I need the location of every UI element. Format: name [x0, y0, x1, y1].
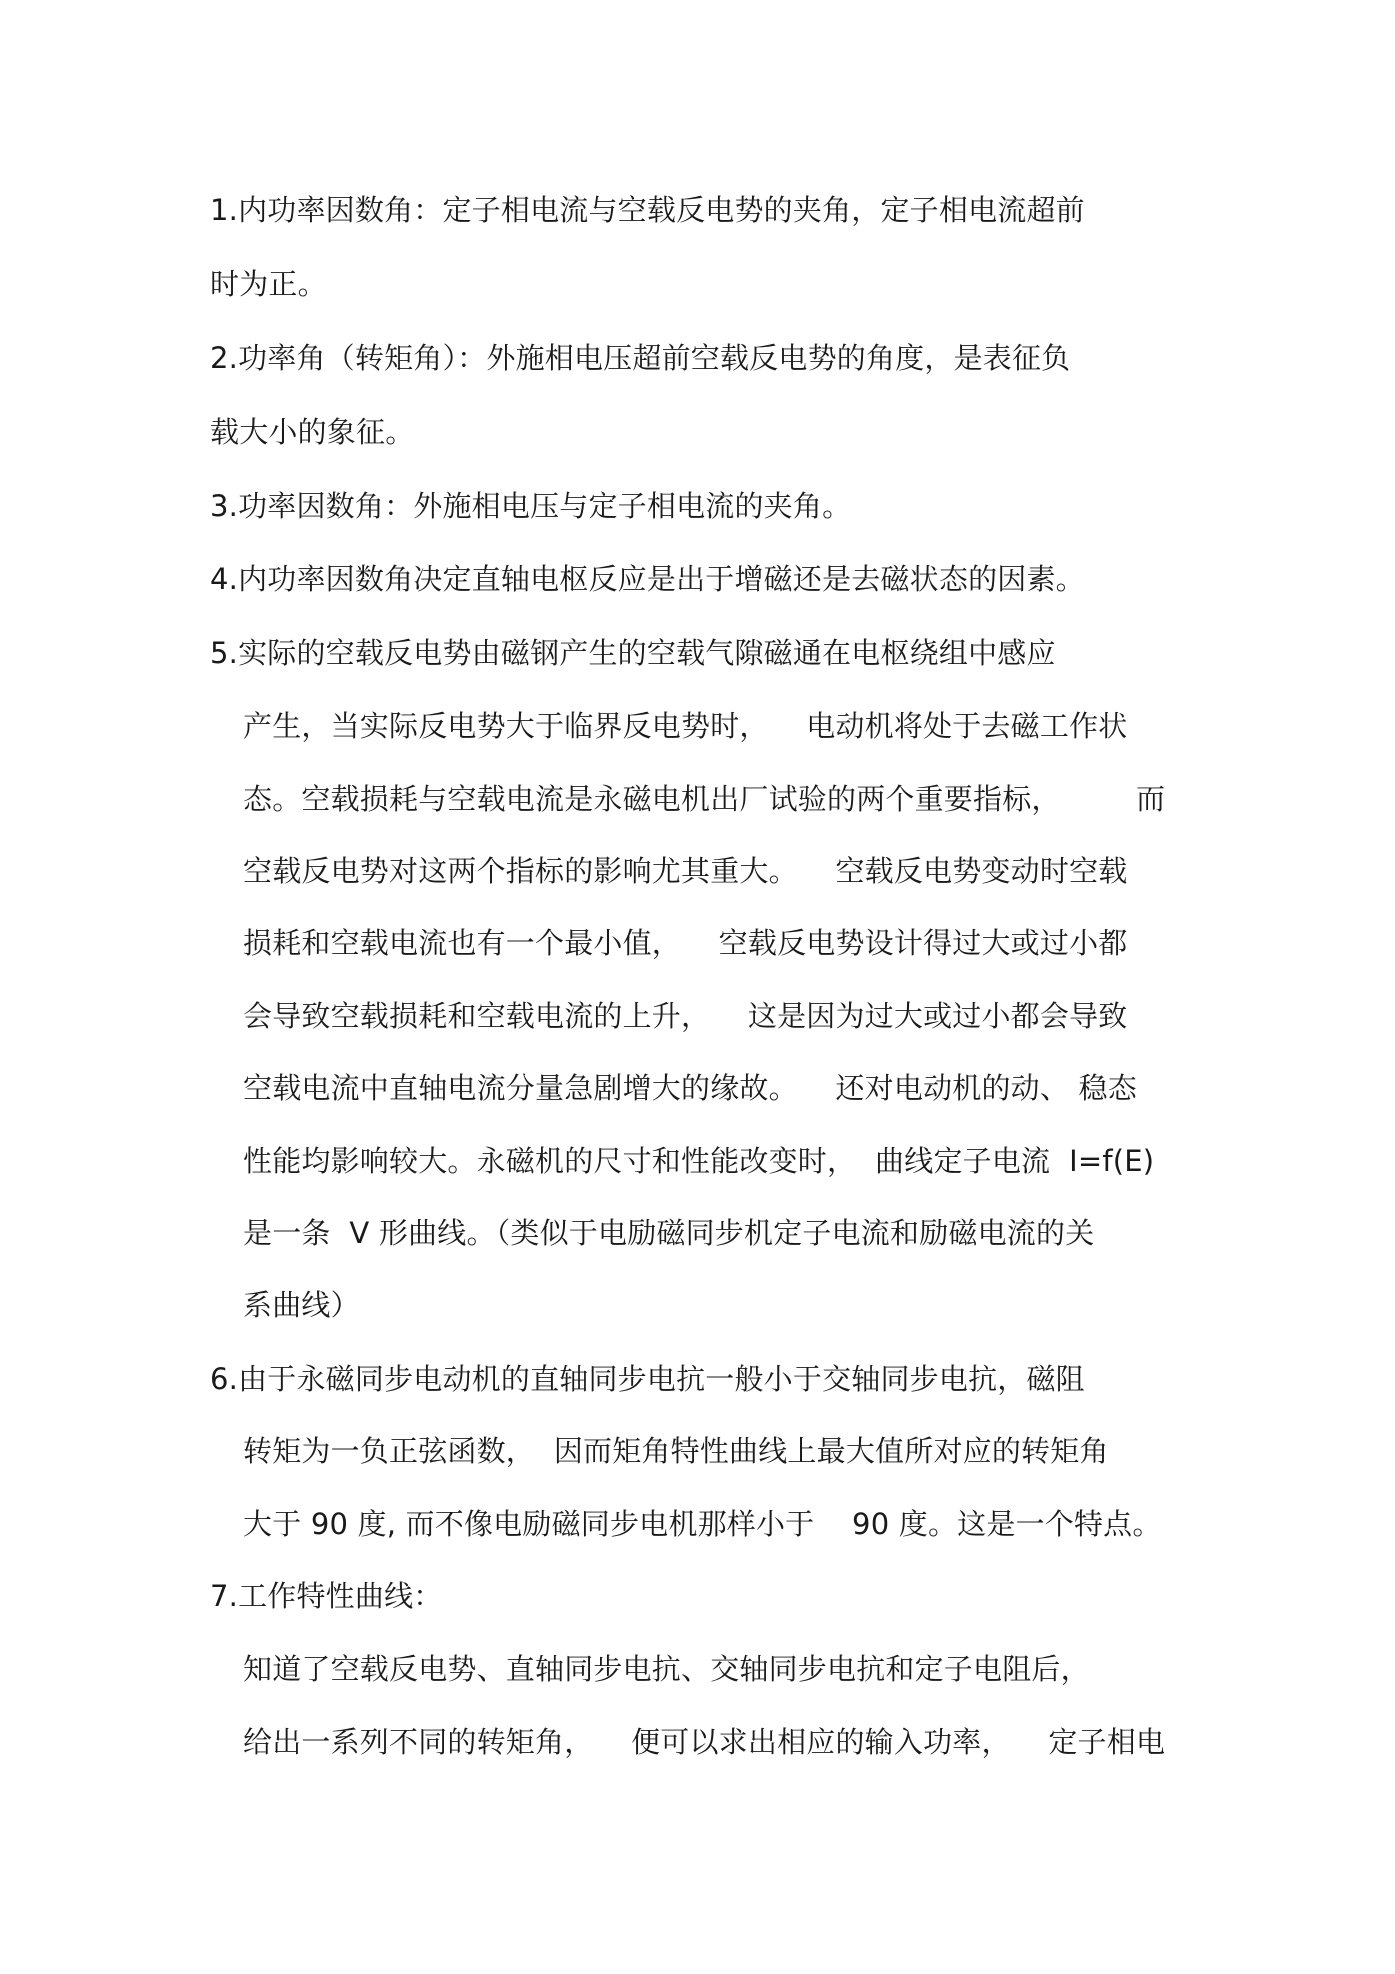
item-6-line-3: 大于 90 度, 而不像电励磁同步电机那样小于 90 度。这是一个特点。 [243, 1507, 1162, 1541]
item-5-line-4: 空载反电势对这两个指标的影响尤其重大。 空载反电势变动时空载 [243, 854, 1128, 888]
item-5-line-2: 产生，当实际反电势大于临界反电势时， 电动机将处于去磁工作状 [243, 709, 1128, 743]
item-5-line-5: 损耗和空载电流也有一个最小值， 空载反电势设计得过大或过小都 [243, 926, 1128, 960]
item-7-line-3: 给出一系列不同的转矩角， 便可以求出相应的输入功率， 定子相电 [243, 1725, 1166, 1759]
item-5-line-3: 态。空载损耗与空载电流是永磁电机出厂试验的两个重要指标， 而 [243, 782, 1166, 816]
item-2-line-2: 载大小的象征。 [210, 415, 415, 449]
item-6-line-1: 6.由于永磁同步电动机的直轴同步电抗一般小于交轴同步电抗，磁阻 [210, 1362, 1085, 1396]
item-3-line-1: 3.功率因数角：外施相电压与定子相电流的夹角。 [210, 489, 852, 523]
item-5-line-6: 会导致空载损耗和空载电流的上升， 这是因为过大或过小都会导致 [243, 999, 1128, 1033]
item-2-line-1: 2.功率角（转矩角）：外施相电压超前空载反电势的角度，是表征负 [210, 341, 1071, 375]
item-5-line-8: 性能均影响较大。永磁机的尺寸和性能改变时， 曲线定子电流 I=f(E) [243, 1144, 1155, 1178]
item-7-line-2: 知道了空载反电势、直轴同步电抗、交轴同步电抗和定子电阻后， [243, 1652, 1090, 1686]
item-5-line-7: 空载电流中直轴电流分量急剧增大的缘故。 还对电动机的动、 稳态 [243, 1071, 1137, 1105]
item-1-line-1: 1.内功率因数角：定子相电流与空载反电势的夹角，定子相电流超前 [210, 193, 1085, 227]
item-4-line-1: 4.内功率因数角决定直轴电枢反应是出于增磁还是去磁状态的因素。 [210, 562, 1085, 596]
item-1-line-2: 时为正。 [210, 267, 327, 301]
item-5-line-10: 系曲线） [243, 1288, 360, 1322]
item-5-line-9: 是一条 V 形曲线。（类似于电励磁同步机定子电流和励磁电流的关 [243, 1216, 1095, 1250]
item-7-line-1: 7.工作特性曲线： [210, 1579, 443, 1613]
item-6-line-2: 转矩为一负正弦函数， 因而矩角特性曲线上最大值所对应的转矩角 [243, 1434, 1109, 1468]
item-5-line-1: 5.实际的空载反电势由磁钢产生的空载气隙磁通在电枢绕组中感应 [210, 636, 1056, 670]
